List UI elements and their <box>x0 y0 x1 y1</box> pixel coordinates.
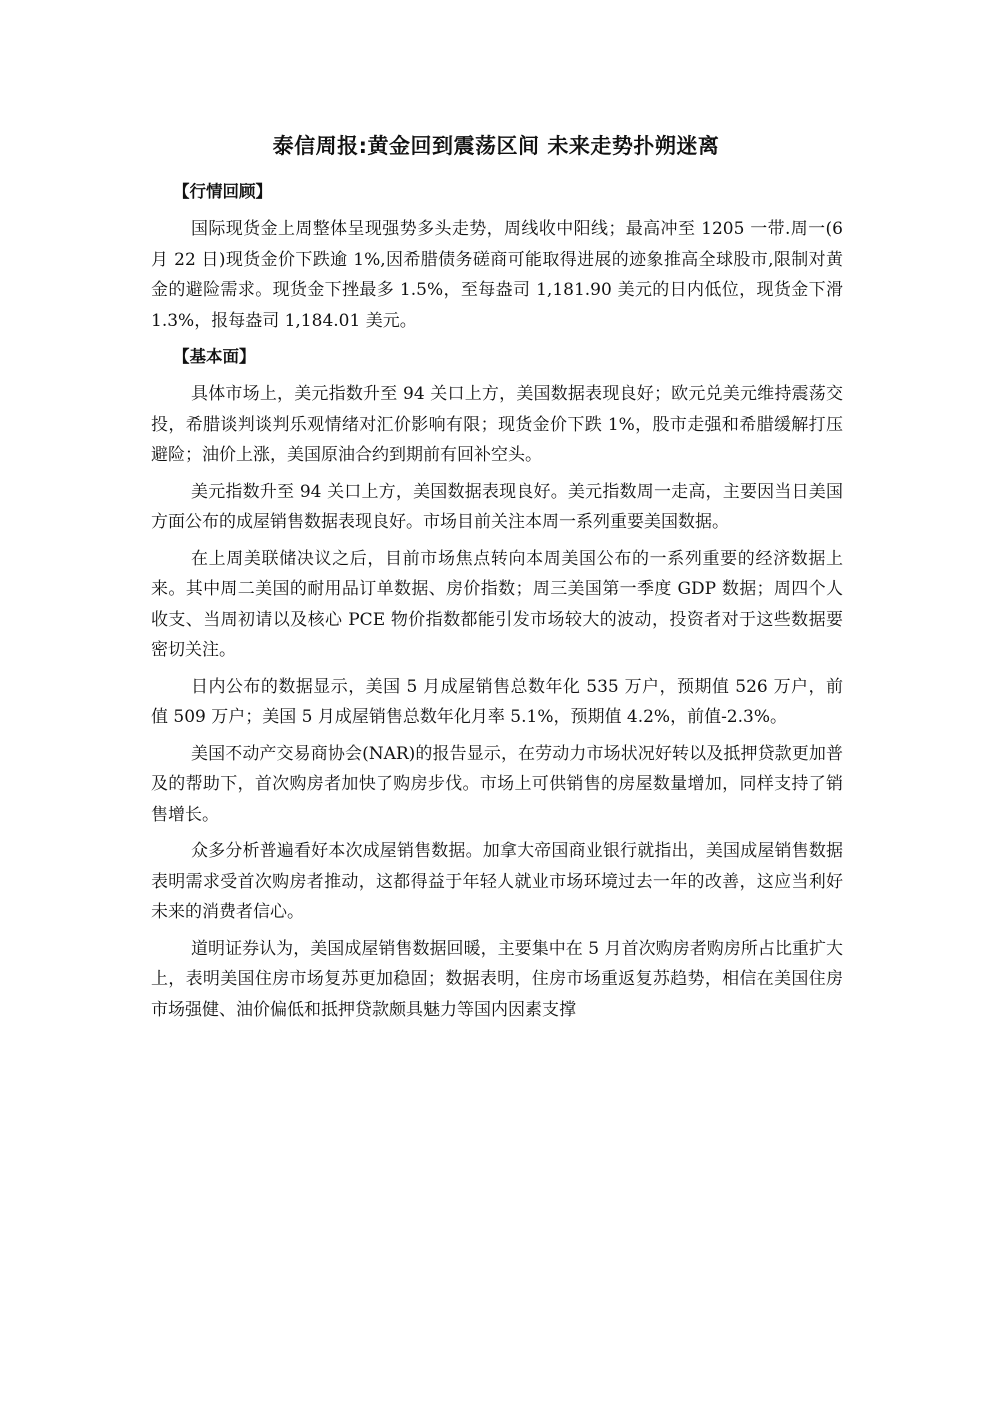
section-heading: 【基本面】 <box>173 347 256 366</box>
section-market-review <box>151 177 843 336</box>
paragraph: 具体市场上，美元指数升至 94 关口上方，美国数据表现良好；欧元兑美元维持震荡交投，希腊谈判谈判乐观情绪对汇价影响有限；现货金价下跌 1%，股市走强和希腊缓解打压避险；油价上涨，美国原油合约到期前有回补空头。 <box>151 384 843 465</box>
paragraph: 国际现货金上周整体呈现强势多头走势，周线收中阳线；最高冲至 1205 一带.周一(6 月 22 日)现货金价下跌逾 1%,因希腊债务磋商可能取得进展的迹象推高全球股市,限制对黄金的避险需求。现货金下挫最多 1.5%，至每盎司 1,181.90 美元的日内低位，现货金下滑 1.3%，报每盎司 1,184.01 美元。 <box>151 219 843 331</box>
section-fundamentals <box>151 342 843 1025</box>
section-heading: 【行情回顾】 <box>173 182 272 201</box>
paragraph: 日内公布的数据显示，美国 5 月成屋销售总数年化 535 万户，预期值 526 万户，前值 509 万户；美国 5 月成屋销售总数年化月率 5.1%，预期值 4.2%，前值-2.3%。 <box>151 676 843 727</box>
paragraph: 道明证券认为，美国成屋销售数据回暖，主要集中在 5 月首次购房者购房所占比重扩大上，表明美国住房市场复苏更加稳固；数据表明，住房市场重返复苏趋势，相信在美国住房市场强健、油价偏低和抵押贷款颇具魅力等国内因素支撑 <box>151 938 843 1020</box>
document-title: 泰信周报:黄金回到震荡区间 未来走势扑朔迷离 <box>272 134 720 158</box>
paragraph: 在上周美联储决议之后，目前市场焦点转向本周美国公布的一系列重要的经济数据上来。其中周二美国的耐用品订单数据、房价指数；周三美国第一季度 GDP 数据；周四个人收支、当周初请以及核心 PCE 物价指数都能引发市场较大的波动，投资者对于这些数据要密切关注。 <box>151 548 843 660</box>
paragraph: 美元指数升至 94 关口上方，美国数据表现良好。美元指数周一走高，主要因当日美国方面公布的成屋销售数据表现良好。市场目前关注本周一系列重要美国数据。 <box>151 481 843 532</box>
paragraph: 美国不动产交易商协会(NAR)的报告显示，在劳动力市场状况好转以及抵押贷款更加普及的帮助下，首次购房者加快了购房步伐。市场上可供销售的房屋数量增加，同样支持了销售增长。 <box>151 743 843 825</box>
document-body <box>151 177 843 1031</box>
paragraph: 众多分析普遍看好本次成屋销售数据。加拿大帝国商业银行就指出，美国成屋销售数据表明需求受首次购房者推动，这都得益于年轻人就业市场环境过去一年的改善，这应当利好未来的消费者信心。 <box>151 841 843 922</box>
